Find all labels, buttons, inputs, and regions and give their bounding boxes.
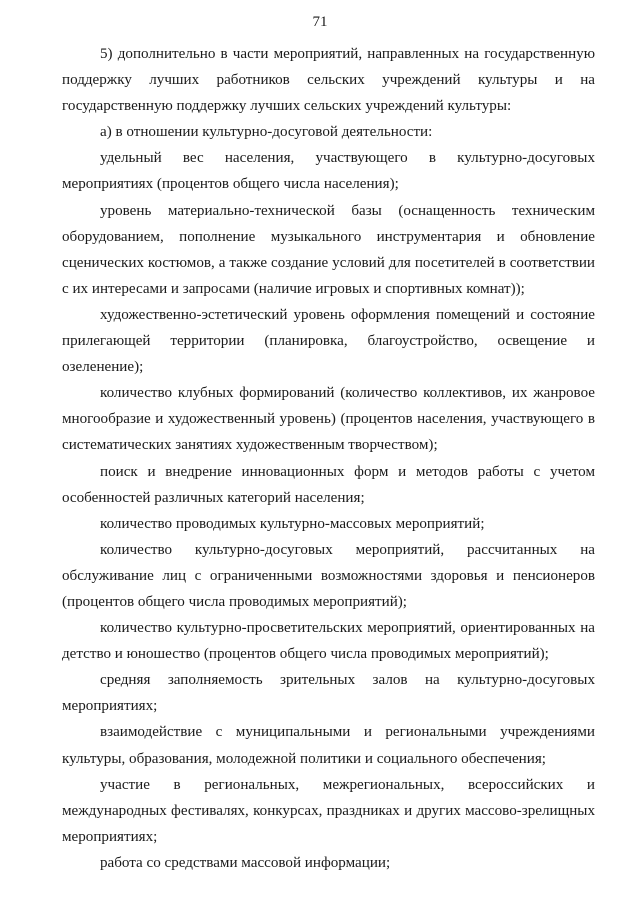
paragraph-cooperation: взаимодействие с муниципальными и региональными учреждениями культуры, образования, молодежной политики и социального обеспечения;	[62, 724, 595, 767]
paragraph-club-formations: количество клубных формирований (количество коллективов, их жанровое многообразие и художественный уровень) (процентов населения, участвующего в систематических занятиях художественным творчеством);	[62, 385, 595, 454]
paragraph-aesthetic-level: художественно-эстетический уровень оформления помещений и состояние прилегающей территории (планировка, благоустройство, освещение и озеленение);	[62, 306, 595, 376]
paragraph-festivals: участие в региональных, межрегиональных, всероссийских и международных фестивалях, конкурсах, праздниках и других массово-зрелищных мероприятиях;	[62, 776, 595, 845]
page-number: 71	[312, 14, 328, 30]
paragraph-media-work: работа со средствами массовой информации;	[100, 854, 391, 871]
document-body	[62, 41, 595, 876]
paragraph-mass-events: количество проводимых культурно-массовых мероприятий;	[100, 515, 485, 532]
paragraph-youth-events: количество культурно-просветительских мероприятий, ориентированных на детство и юношество (процентов общего числа проводимых мероприятий);	[62, 620, 595, 663]
paragraph-participation-share: удельный вес населения, участвующего в культурно-досуговых мероприятиях (процентов общего числа населения);	[62, 150, 595, 193]
paragraph-innovation: поиск и внедрение инновационных форм и методов работы с учетом особенностей различных категорий населения;	[62, 463, 595, 506]
paragraph-hall-occupancy: средняя заполняемость зрительных залов на культурно-досуговых мероприятиях;	[62, 672, 595, 715]
paragraph-subsection-a: а) в отношении культурно-досуговой деятельности:	[100, 124, 433, 141]
paragraph-item-5: 5) дополнительно в части мероприятий, направленных на государственную поддержку лучших работников сельских учреждений культуры и на государственную поддержку лучших сельских учреждений культуры:	[62, 46, 595, 115]
paragraph-material-base: уровень материально-технической базы (оснащенность техническим оборудованием, пополнение музыкального инструментария и обновление сценических костюмов, а также создание условий для посетителей в соответствии с их интересами и запросами (наличие игровых и спортивных комнат));	[62, 202, 595, 297]
paragraph-accessible-events: количество культурно-досуговых мероприятий, рассчитанных на обслуживание лиц с ограниченными возможностями здоровья и пенсионеров (процентов общего числа проводимых мероприятий);	[62, 541, 595, 610]
